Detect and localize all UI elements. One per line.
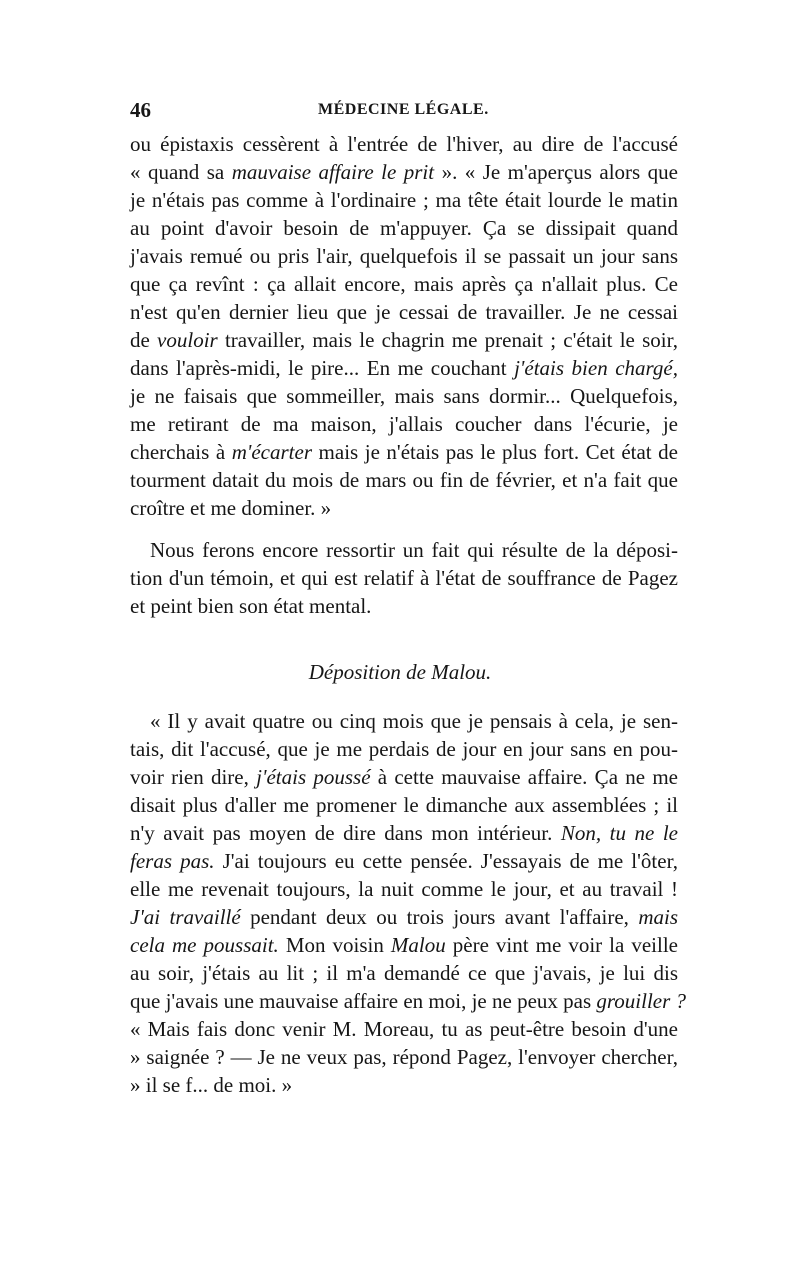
text-line: au point d'avoir besoin de m'appuyer. Ça se dissipait quand (130, 216, 678, 240)
text-line: que j'avais une mauvaise affaire en moi, je ne peux pas grouiller ? (130, 989, 687, 1013)
text-line: ou épistaxis cessèrent à l'entrée de l'hiver, au dire de l'accusé (130, 132, 678, 156)
text-line: Nous ferons encore ressortir un fait qui résulte de la déposi- (150, 538, 678, 562)
text-line: » saignée ? — Je ne veux pas, répond Pagez, l'envoyer chercher, (130, 1045, 678, 1069)
text-line: disait plus d'aller me promener le dimanche aux assemblées ; il (130, 793, 678, 817)
page-header (130, 98, 678, 128)
text-line: J'ai travaillé pendant deux ou trois jours avant l'affaire, mais (130, 905, 678, 929)
text-line: cela me poussait. Mon voisin Malou père vint me voir la veille (130, 933, 679, 957)
text-line: cherchais à m'écarter mais je n'étais pas le plus fort. Cet état de (130, 440, 678, 464)
paragraph-deposition (130, 707, 687, 1099)
text-line: je ne faisais que sommeiller, mais sans dormir... Quelquefois, (130, 384, 678, 408)
text-line: je n'étais pas comme à l'ordinaire ; ma tête était lourde le matin (130, 188, 678, 212)
text-line: » il se f... de moi. » (130, 1073, 293, 1097)
text-line: j'avais remué ou pris l'air, quelquefois il se passait un jour sans (130, 244, 678, 268)
text-line: elle me revenait toujours, la nuit comme le jour, et au travail ! (130, 877, 678, 901)
text-line: me retirant de ma maison, j'allais coucher dans l'écurie, je (130, 412, 678, 436)
text-line: et peint bien son état mental. (130, 594, 372, 618)
text-line: « Il y avait quatre ou cinq mois que je pensais à cela, je sen- (150, 709, 678, 733)
text-line: que ça revînt : ça allait encore, mais après ça n'allait plus. Ce (130, 272, 678, 296)
paragraph-testimony-continued (130, 130, 678, 522)
text-line: n'est qu'en dernier lieu que je cessai de travailler. Je ne cessai (130, 300, 678, 324)
text-line: voir rien dire, j'étais poussé à cette mauvaise affaire. Ça ne me (130, 765, 678, 789)
page-number: 46 (130, 98, 151, 122)
text-line: croître et me dominer. » (130, 496, 332, 520)
text-line: « Mais fais donc venir M. Moreau, tu as peut-être besoin d'une (130, 1017, 678, 1041)
text-line: de vouloir travailler, mais le chagrin me prenait ; c'était le soir, (130, 328, 678, 352)
text-line: tourment datait du mois de mars ou fin de février, et n'a fait que (130, 468, 678, 492)
paragraph-commentary (130, 536, 678, 620)
text-line: au soir, j'étais au lit ; il m'a demandé ce que j'avais, je lui dis (130, 961, 678, 985)
text-line: « quand sa mauvaise affaire le prit ». « Je m'aperçus alors que (130, 160, 678, 184)
text-line: tion d'un témoin, et qui est relatif à l'état de souffrance de Pagez (130, 566, 678, 590)
text-line: tais, dit l'accusé, que je me perdais de jour en jour sans en pou- (130, 737, 678, 761)
section-title: Déposition de Malou. (308, 660, 492, 684)
text-line: feras pas. J'ai toujours eu cette pensée. J'essayais de me l'ôter, (130, 849, 678, 873)
text-line: dans l'après-midi, le pire... En me couchant j'étais bien chargé, (130, 356, 679, 380)
running-head: MÉDECINE LÉGALE. (318, 101, 489, 118)
text-line: n'y avait pas moyen de dire dans mon intérieur. Non, tu ne le (130, 821, 678, 845)
